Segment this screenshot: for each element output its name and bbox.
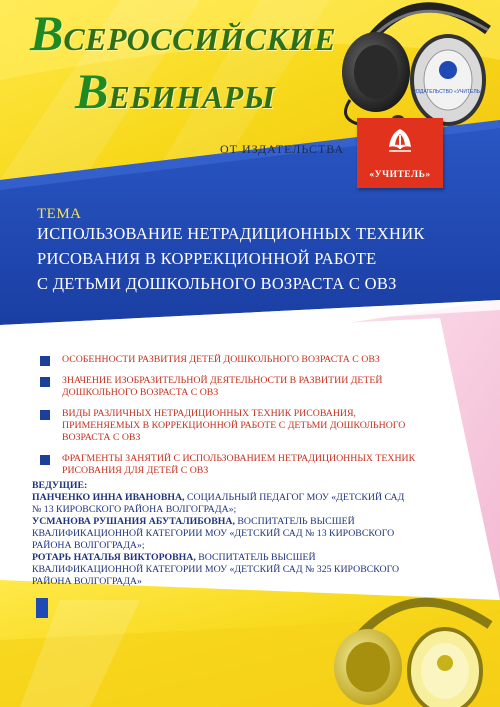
host-name: УСМАНОВА РУШАНИЯ АБУТАЛИБОВНА, xyxy=(32,516,235,527)
host-entry: ПАНЧЕНКО ИННА ИВАНОВНА, СОЦИАЛЬНЫЙ ПЕДАГОГ МОУ «ДЕТСКИЙ САД № 13 КИРОВСКОГО РАЙОНА ВОЛГОГРАДА»; xyxy=(32,492,405,515)
bullet-square-icon xyxy=(40,356,50,366)
list-item: ВИДЫ РАЗЛИЧНЫХ НЕТРАДИЦИОННЫХ ТЕХНИК РИСОВАНИЯ, ПРИМЕНЯЕМЫХ В КОРРЕКЦИОННОЙ РАБОТЕ С ДЕТЬМИ ДОШКОЛЬНОГО ВОЗРАСТА С ОВЗ xyxy=(40,408,470,444)
list-item: ФРАГМЕНТЫ ЗАНЯТИЙ С ИСПОЛЬЗОВАНИЕМ НЕТРАДИЦИОННЫХ ТЕХНИК РИСОВАНИЯ ДЛЯ ДЕТЕЙ С ОВЗ xyxy=(40,453,470,477)
title-line-2: ВЕБИНАРЫ xyxy=(75,63,276,119)
host-name: РОТАРЬ НАТАЛЬЯ ВИКТОРОВНА, xyxy=(32,552,196,563)
publisher-label: ОТ ИЗДАТЕЛЬСТВА xyxy=(220,142,345,156)
svg-text:ИЗДАТЕЛЬСТВО «УЧИТЕЛЬ»: ИЗДАТЕЛЬСТВО «УЧИТЕЛЬ» xyxy=(413,89,483,95)
topic-label: ТЕМА xyxy=(37,206,82,222)
bullet-square-icon xyxy=(40,410,50,420)
host-entry: РОТАРЬ НАТАЛЬЯ ВИКТОРОВНА, ВОСПИТАТЕЛЬ ВЫСШЕЙ КВАЛИФИКАЦИОННОЙ КАТЕГОРИИ МОУ «ДЕТСКИЙ САД № 325 КИРОВСКОГО РАЙОНА ВОЛГОГРАДА» xyxy=(32,552,400,587)
topic-line: РИСОВАНИЯ В КОРРЕКЦИОННОЙ РАБОТЕ xyxy=(37,249,377,268)
topics-list xyxy=(40,354,470,486)
bullet-square-icon xyxy=(40,377,50,387)
bullet-square-icon xyxy=(40,455,50,465)
list-item: ОСОБЕННОСТИ РАЗВИТИЯ ДЕТЕЙ ДОШКОЛЬНОГО ВОЗРАСТА С ОВЗ xyxy=(40,354,470,366)
headphones-icon xyxy=(338,0,500,132)
headphones-bottom-icon xyxy=(330,585,500,707)
list-item: ЗНАЧЕНИЕ ИЗОБРАЗИТЕЛЬНОЙ ДЕЯТЕЛЬНОСТИ В РАЗВИТИИ ДЕТЕЙ ДОШКОЛЬНОГО ВОЗРАСТА С ОВЗ xyxy=(40,375,470,399)
publisher-logo xyxy=(357,118,443,188)
topic-line: С ДЕТЬМИ ДОШКОЛЬНОГО ВОЗРАСТА С ОВЗ xyxy=(37,274,397,293)
hosts-section xyxy=(32,480,477,588)
logo-text: «УЧИТЕЛЬ» xyxy=(369,170,431,180)
host-entry: УСМАНОВА РУШАНИЯ АБУТАЛИБОВНА, ВОСПИТАТЕЛЬ ВЫСШЕЙ КВАЛИФИКАЦИОННОЙ КАТЕГОРИИ МОУ «ДЕТСКИЙ САД № 13 КИРОВСКОГО РАЙОНА ВОЛГОГРАДА»; xyxy=(32,516,395,551)
host-name: ПАНЧЕНКО ИННА ИВАНОВНА, xyxy=(32,492,185,503)
hosts-label: ВЕДУЩИЕ: xyxy=(32,480,88,491)
title-line-1: ВСЕРОССИЙСКИЕ xyxy=(30,5,337,61)
topic-line: ИСПОЛЬЗОВАНИЕ НЕТРАДИЦИОННЫХ ТЕХНИК xyxy=(37,224,425,243)
book-emblem-icon xyxy=(385,125,415,161)
